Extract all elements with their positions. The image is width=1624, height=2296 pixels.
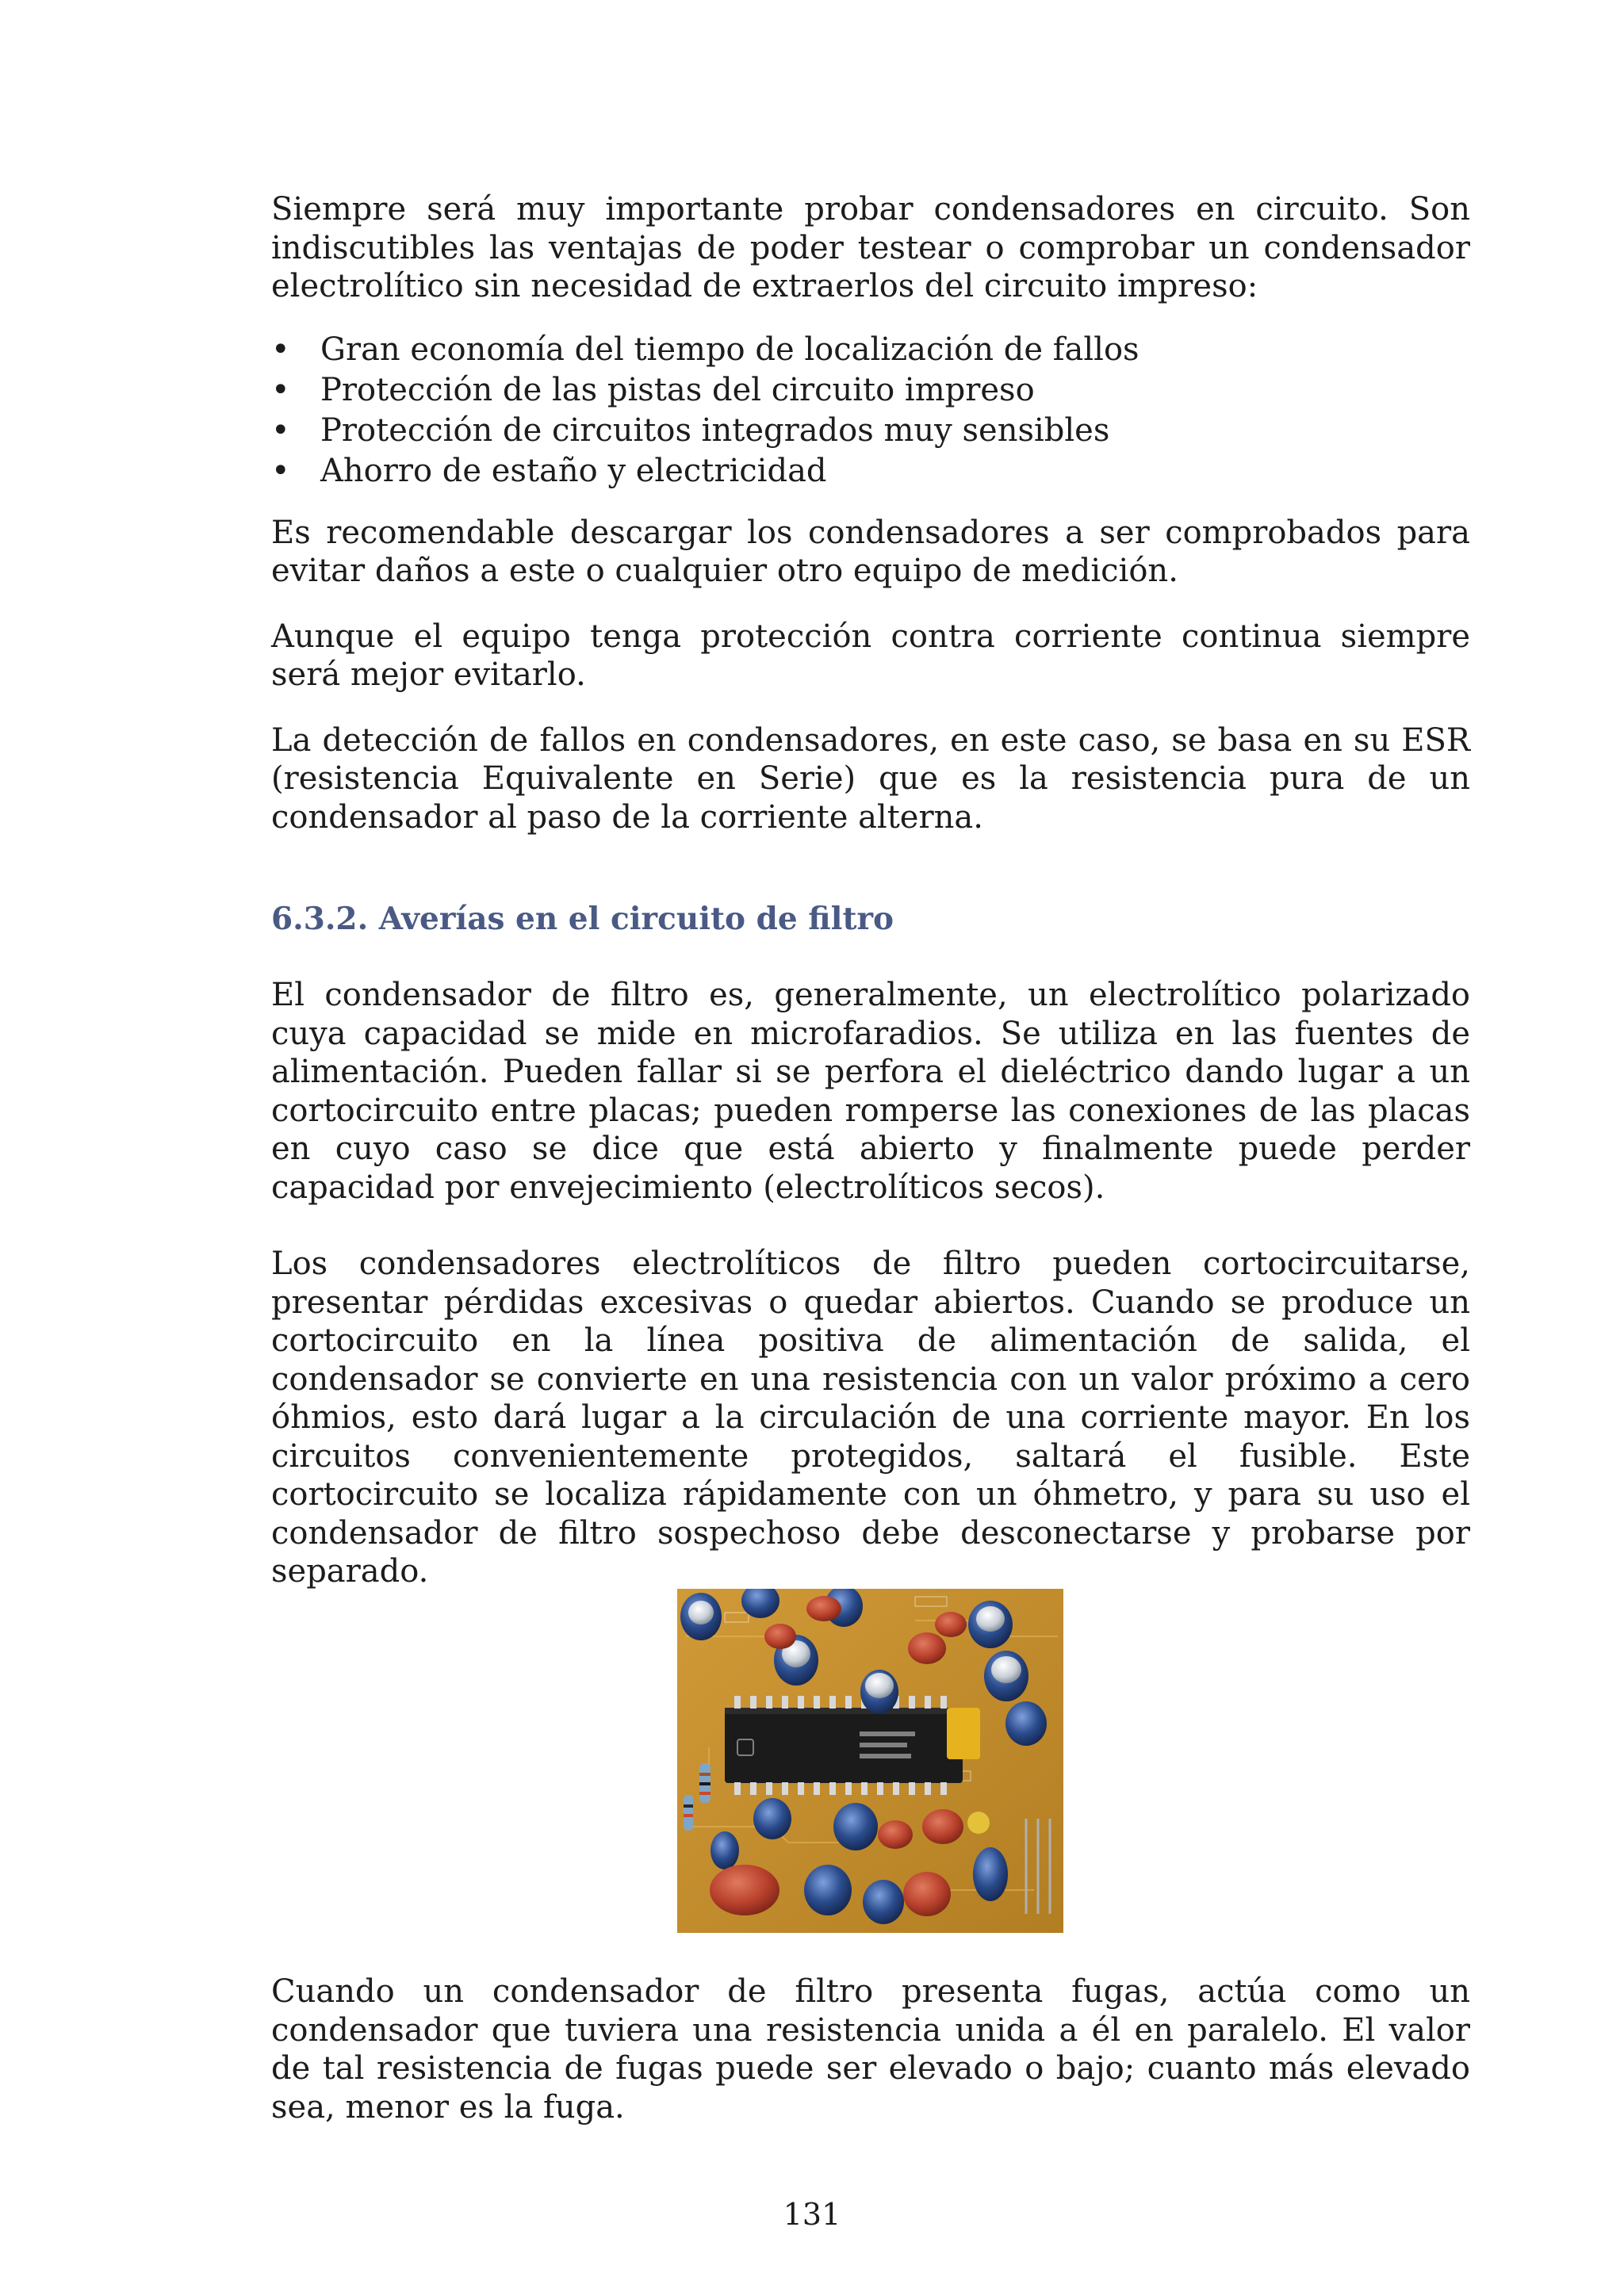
bullet-icon: • <box>271 411 290 449</box>
paragraph-discharge: Es recomendable descargar los condensadores a ser comprobados para evitar daños a este o cualquier otro equipo de medición. <box>271 514 1470 589</box>
circuit-board-photo <box>677 1589 1063 1933</box>
paragraph-filter-capacitor: El condensador de filtro es, generalmente, un electrolítico polarizado cuya capacidad se mide en microfaradios. Se utiliza en las fuentes de alimentación. Pueden fallar si se perfora el dieléctrico dando lugar a un cortocircuito entre placas; pueden romperse las conexiones de las placas en cuyo caso se dice que está abierto y finalmente puede perder capacidad por envejecimiento (electrolíticos secos). <box>271 977 1470 1206</box>
list-item: • Ahorro de estaño y electricidad <box>271 451 1470 492</box>
list-item: • Protección de las pistas del circuito impreso <box>271 370 1470 411</box>
bullet-icon: • <box>271 371 290 408</box>
paragraph-protection: Aunque el equipo tenga protección contra corriente continua siempre será mejor evitarlo. <box>271 618 1470 693</box>
page-content <box>271 190 1470 1591</box>
page-content-bottom <box>271 1973 1470 2126</box>
paragraph-leakage: Cuando un condensador de filtro presenta fugas, actúa como un condensador que tuviera una resistencia unida a él en paralelo. El valor de tal resistencia de fugas puede ser elevado o bajo; cuanto más elevado sea, menor es la fuga. <box>271 1973 1470 2126</box>
advantages-list <box>271 330 1470 492</box>
section-heading: 6.3.2. Averías en el circuito de filtro <box>271 901 894 937</box>
page-number: 131 <box>783 2197 841 2232</box>
bullet-icon: • <box>271 331 290 368</box>
paragraph-esr: La detección de fallos en condensadores, en este caso, se basa en su ESR (resistencia Equivalente en Serie) que es la resistencia pura de un condensador al paso de la corriente alterna. <box>271 721 1470 836</box>
paragraph-intro: Siempre será muy importante probar condensadores en circuito. Son indiscutibles las ventajas de poder testear o comprobar un condensador electrolítico sin necesidad de extraerlos del circuito impreso: <box>271 191 1470 304</box>
bullet-icon: • <box>271 452 290 489</box>
paragraph-filter-faults: Los condensadores electrolíticos de filtro pueden cortocircuitarse, presentar pérdidas excesivas o quedar abiertos. Cuando se produce un cortocircuito en la línea positiva de alimentación de salida, el condensador se convierte en una resistencia con un valor próximo a cero óhmios, esto dará lugar a la circulación de una corriente mayor. En los circuitos convenientemente protegidos, saltará el fusible. Este cortocircuito se localiza rápidamente con un óhmetro, y para su uso el condensador de filtro sospechoso debe desconectarse y probarse por separado. <box>271 1246 1470 1590</box>
list-item: • Protección de circuitos integrados muy sensibles <box>271 411 1470 451</box>
list-item: • Gran economía del tiempo de localización de fallos <box>271 330 1470 370</box>
